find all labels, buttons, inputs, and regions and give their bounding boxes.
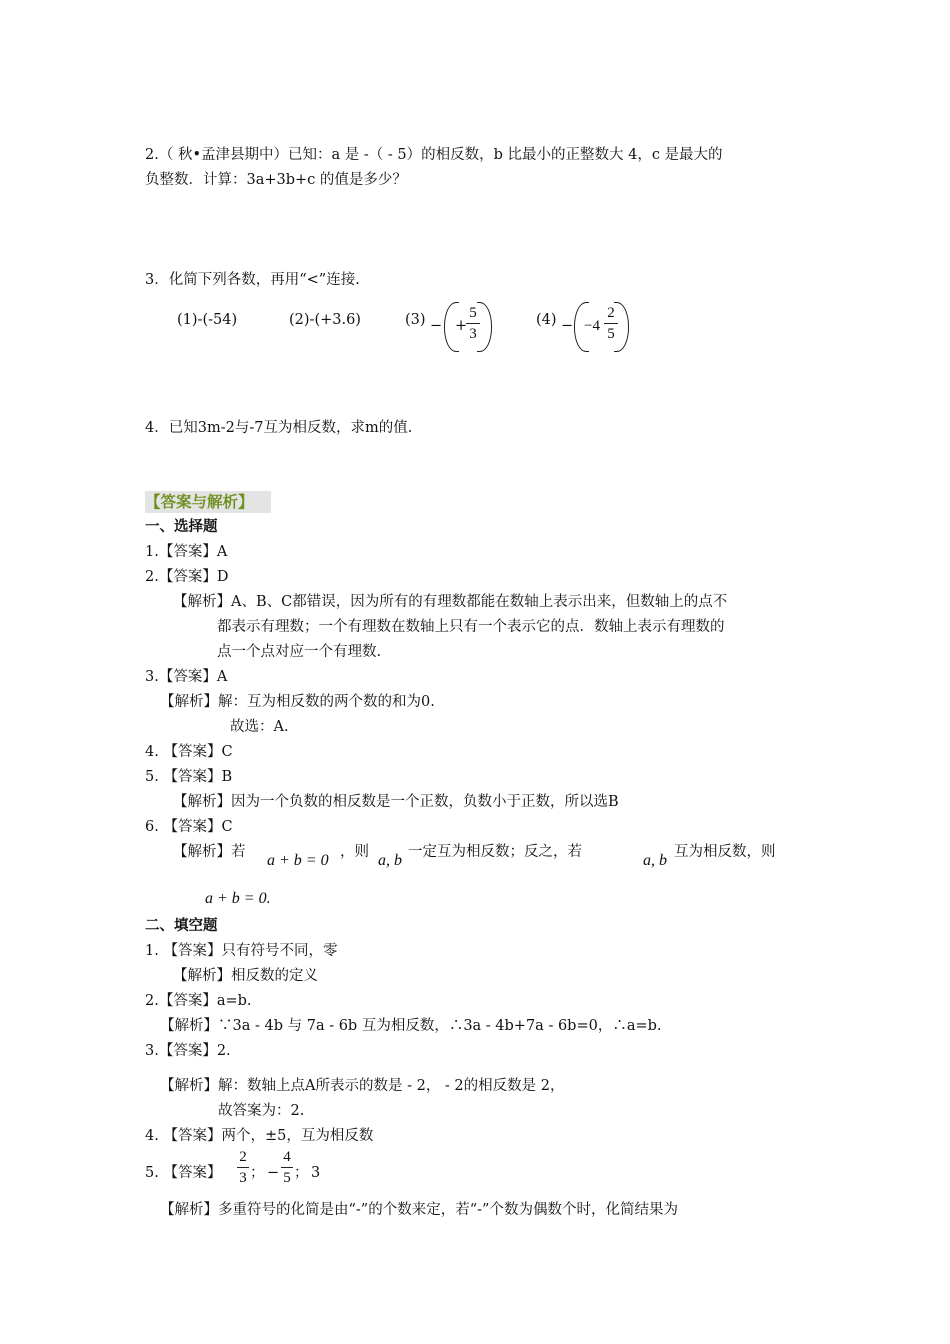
- answer-6-math-3: a, b: [643, 852, 667, 869]
- answer-6-explanation-part-a: 【解析】若: [173, 844, 246, 860]
- answer-3: 3.【答案】A: [145, 669, 228, 685]
- section-fill-heading: 二、填空题: [145, 917, 218, 934]
- answer-2-explanation-2: 都表示有理数；一个有理数在数轴上只有一个表示它的点．数轴上表示有理数的: [217, 619, 725, 635]
- answer-3-explanation-1: 【解析】解：互为相反数的两个数的和为0.: [160, 694, 435, 710]
- fraction-bar: [281, 1167, 293, 1168]
- fraction-numerator: 4: [283, 1149, 291, 1165]
- fill-answer-5-label: 5. 【答案】: [145, 1165, 222, 1181]
- answer-1: 1.【答案】A: [145, 544, 228, 560]
- answer-6-math-4: a + b = 0.: [205, 890, 271, 907]
- fill-answer-5-minus: −: [267, 1165, 280, 1181]
- fill-answer-5-fraction-1: [237, 1148, 249, 1187]
- fraction-numerator: 5: [469, 305, 477, 321]
- fill-answer-4: 4. 【答案】两个，±5，互为相反数: [145, 1128, 374, 1144]
- answer-5: 5. 【答案】B: [145, 769, 233, 785]
- fraction-denominator: 5: [607, 326, 615, 342]
- fill-answer-3-explanation-2: 故答案为：2.: [218, 1103, 305, 1119]
- problem-3-item-4-label: (4): [536, 312, 557, 328]
- fill-answer-2: 2.【答案】a=b.: [145, 993, 252, 1009]
- problem-4: 4．已知3m-2与-7互为相反数，求m的值.: [145, 420, 413, 436]
- right-paren: [614, 302, 629, 352]
- answer-6-math-1: a + b = 0: [267, 852, 329, 869]
- problem-3-item-3-label: (3): [405, 312, 426, 328]
- fill-answer-3: 3.【答案】2.: [145, 1043, 231, 1059]
- answer-2-explanation-1: 【解析】A、B、C都错误，因为所有的有理数都能在数轴上表示出来，但数轴上的点不: [173, 594, 728, 610]
- fill-answer-5-separator-1: ；: [250, 1165, 265, 1181]
- problem-3-item-4-whole: −4: [584, 318, 600, 334]
- fill-answer-1-explanation: 【解析】相反数的定义: [173, 968, 318, 984]
- answer-6-explanation-part-b: ，则: [340, 844, 369, 860]
- problem-3-title: 3．化简下列各数，再用“<”连接.: [145, 272, 360, 288]
- problem-3-item-3-minus: −: [430, 318, 443, 334]
- fraction-numerator: 2: [239, 1149, 247, 1165]
- problem-3-item-4-minus: −: [561, 318, 574, 334]
- fraction-denominator: 5: [283, 1170, 291, 1186]
- answer-4: 4. 【答案】C: [145, 744, 233, 760]
- section-choice-heading: 一、选择题: [145, 518, 218, 535]
- answer-6-math-2: a, b: [378, 852, 402, 869]
- right-paren: [477, 302, 492, 352]
- fraction-denominator: 3: [239, 1170, 247, 1186]
- answer-5-explanation: 【解析】因为一个负数的相反数是一个正数，负数小于正数，所以选B: [173, 794, 619, 810]
- fill-answer-5-last: 3: [311, 1165, 321, 1181]
- fraction-denominator: 3: [469, 326, 477, 342]
- fraction-bar: [237, 1167, 249, 1168]
- fill-answer-2-explanation: 【解析】∵3a - 4b 与 7a - 6b 互为相反数，∴3a - 4b+7a - 6b=0，∴a=b.: [160, 1018, 662, 1034]
- problem-2-line-2: 负整数．计算：3a+3b+c 的值是多少？: [145, 172, 407, 188]
- answer-6-explanation-part-d: 互为相反数，则: [674, 844, 776, 860]
- fill-answer-5-explanation: 【解析】多重符号的化简是由“-”的个数来定，若“-”个数为偶数个时，化简结果为: [160, 1202, 678, 1218]
- problem-3-item-3-sign: +: [455, 318, 468, 334]
- answer-6-explanation-part-c: 一定互为相反数；反之，若: [408, 844, 582, 860]
- answer-6: 6. 【答案】C: [145, 819, 233, 835]
- answer-2: 2.【答案】D: [145, 569, 229, 585]
- fill-answer-1: 1. 【答案】只有符号不同，零: [145, 943, 338, 959]
- fill-answer-5-fraction-2: [281, 1148, 293, 1187]
- problem-3-item-1: (1)-(-54): [177, 312, 238, 328]
- fill-answer-3-explanation-1: 【解析】解：数轴上点A所表示的数是 - 2， - 2的相反数是 2，: [160, 1078, 565, 1094]
- answers-heading: 【答案与解析】: [145, 492, 254, 511]
- answer-3-explanation-2: 故选：A.: [230, 719, 289, 735]
- fraction-numerator: 2: [607, 305, 615, 321]
- problem-2-line-1: 2.（ 秋•孟津县期中）已知：a 是 -（ - 5）的相反数，b 比最小的正整数大 4，c 是最大的: [145, 147, 723, 163]
- answer-2-explanation-3: 点一个点对应一个有理数.: [217, 644, 382, 660]
- problem-3-item-2: (2)-(+3.6): [289, 312, 361, 328]
- fill-answer-5-separator-2: ；: [294, 1165, 309, 1181]
